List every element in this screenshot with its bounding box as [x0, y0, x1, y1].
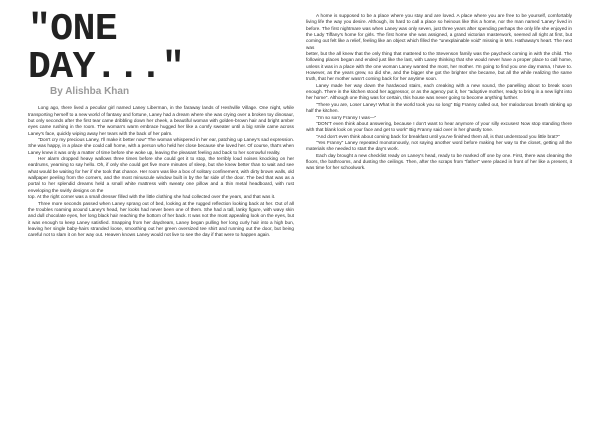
story-title: "ONE DAY...": [28, 8, 185, 89]
paragraph: Each day brought a new checklist ready on Laney's head, ready to be marked off one by one. First, there was cleaning the floors, the bathrooms, and dusting the ceilings. Then, after the scraps from "father" were placed in front of her like a present, it was time for her schoolwork.: [306, 152, 572, 171]
paragraph: "Don't cry my precious Laney, I'll make it better now" The woman whispered in her ear, patching up Laney's sad expression. She was happy, in a place she could call home, with a person who held her close because she loved her. Of course, that's when Laney knew it was only a matter of time before she woke up, leaving the pleasant feeling and back to her sorrowful reality.: [28, 137, 294, 155]
author-byline: By Alishba Khan: [50, 86, 130, 97]
right-column: [306, 13, 572, 172]
paragraph: Her alarm dropped heavy wallows three times before she could get it to stop, the terribly loud noises knocking on her eardrums, yearning to say hello. Oh, if only she could get five more minutes of sleep, but she knew better than to wait and see what would be waiting for her if she took that chance. Her room was like a box of solitary confinement, with dirty brown walls, old wallpaper peeling from the corners, and the most minuscule window built in by the far side of the door. The bed that was as a portal to her splendid dreams held a small white mattress with sweaty one pillow and a thin metal headboard, with rust enveloping the swirly designs on the: [28, 156, 294, 193]
paragraph: "And don't even think about coming back for breakfast until you've finished them all, is that understood you little brat?": [316, 133, 560, 139]
paragraph: "Yes Franny" Laney repeated monotonously, not saying another word before making her way to the closet, getting all the materials she needed to start the day's work.: [306, 139, 572, 152]
paragraph: A home is supposed to be a place where you stay and are loved. A place where you are free to be yourself, comfortably living life the way you desire. Although, its hard to call a place so heinous like this a home, nor the man named 'Laney' lived in before. The first nightmare was when Laney was only seven, just three years after spending perhaps the only life she enjoyed in the Lady Tiffany's home for girls. The first home she was assigned, a grand victorian masterwork, seemed all right at first, but coming out felt like a relief, feeling like an object which filled the "unexplainable void" missing in Mrs. Hathaway's heart. The next was: [306, 13, 572, 50]
paragraph: Laney made her way down the hardwood stairs, each creaking with a new sound, the panelling about to break soon enough. There in the kitchen stood her aggressor, or as the agency put it, her "adoptive mother, ready to bring in a new light into her home". Although one thing was for certain, this house was never going to become anything further.: [306, 82, 572, 101]
paragraph: Long ago, there lived a peculiar girl named Laney Liberman, in the faraway lands of Heshville Village. One night, while transporting herself to a new world of fantasy and fortune, Laney had a dream where she was crying over a broken toy dinosaur, but only seconds after the first tear came dribbling down her cheek, a beautiful woman with golden-brown hair and bright amber eyes came rushing in the room. The woman's warm embrace hugged her like a comfy sweater until a big smile came across Laney's face, quickly wiping away her tears with the back of her palm.: [28, 105, 294, 136]
paragraph: "DON'T even think about answering, because I don't want to hear anymore of your silly excuses! Now stop standing there with that blank look on your face and get to work" Big Franny said over in her ghastly tone.: [306, 120, 572, 133]
paragraph: "There you are, Loser Laney! What in the world took you so long" Big Franny called out, her malodorous breath stinking up half the kitchen.: [306, 101, 572, 114]
paragraph: "I'm so sorry Franny I was—": [316, 114, 377, 120]
paragraph: Three more seconds passed when Laney sprang out of bed, looking at the rugged reflection looking back at her. Out of all the troubles roaming around Laney's head, her looks had never been one of them. She had a tall, lanky figure, with wavy skin and dull chocolate eyes, her long black hair reaching the bottom of her back. It was not the most appealing look on the eyes, but it was enough to keep Laney satisfied. Snapping from her daydream, Laney began pulling her long curly hair into a high bun, leaving her single baby-hairs stranded loose, smoothing out her green oversized tee shirt and running out the door, but being careful not to slam it on her way out. Heaven knows Laney would not live to see the day if that were to happen again.: [28, 200, 294, 238]
paragraph: top. At the right corner was a small dresser filled with the little clothing she had collected over the years, and that was it.: [28, 194, 276, 200]
paragraph: better, but the all knew that the only thing that mattered to the Stevenson family was the paycheck coming in with the child. The following places began and ended just like the last, with Laney thinking that she would never have a proper place to call home, unless it was in a place with the one woman Laney wanted the most, her mother. I'm going to find you one day mama, I have to. However, as the years grew, so did she, and the bigger she got the brighter she became, but all the while realizing the same truth, that her mother wasn't coming back for her anytime soon.: [306, 51, 572, 82]
left-column: [28, 0, 294, 239]
